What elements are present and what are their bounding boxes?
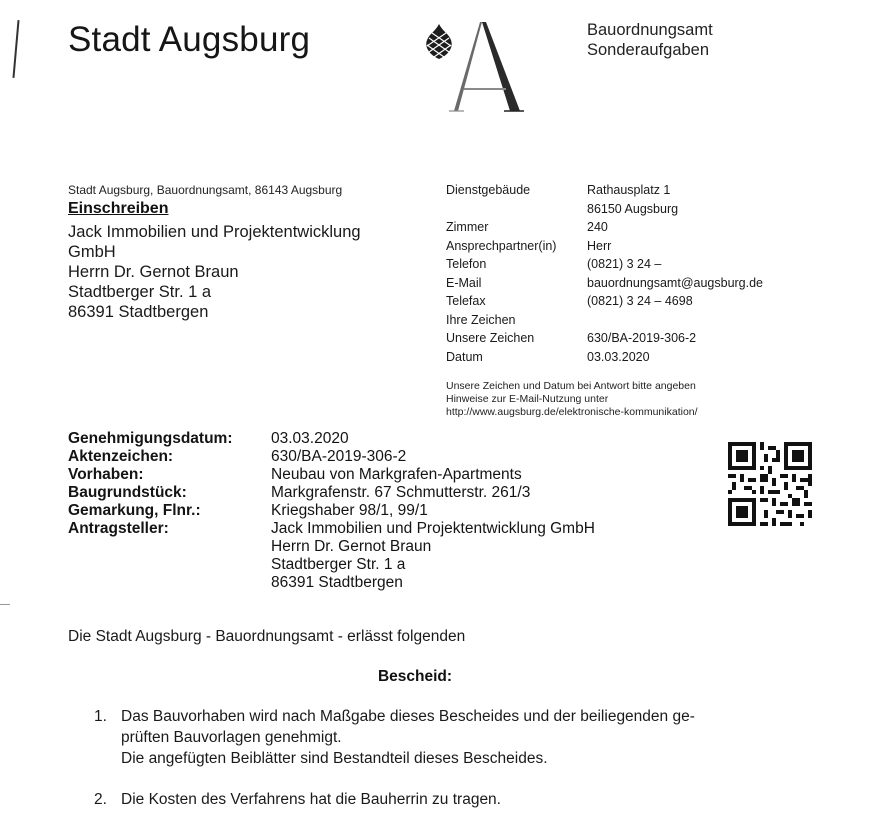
contact-row: 86150 Augsburg [587,201,679,216]
contact-row: Unsere Zeichen 630/BA-2019-306-2 [446,331,697,345]
info-url: http://www.augsburg.de/elektronische-kommunikation/ [446,406,698,418]
recipient-line: Stadtberger Str. 1 a [68,283,212,301]
issues-statement: Die Stadt Augsburg - Bauordnungsamt - erlässt folgenden [68,628,466,645]
fact-row: Stadtberger Str. 1 a [271,556,406,573]
decision-items [94,706,774,830]
fact-row: Herrn Dr. Gernot Braun [271,538,432,555]
fact-row: Gemarkung, Flnr.: Kriegshaber 98/1, 99/1 [68,502,428,519]
contact-info-block [446,181,763,366]
fact-row: Antragsteller: Jack Immobilien und Projektentwicklung GmbH [68,520,595,537]
recipient-line: Jack Immobilien und Projektentwicklung [68,223,361,241]
sender-line: Stadt Augsburg, Bauordnungsamt, 86143 Augsburg [68,183,343,197]
fact-row: Genehmigungsdatum: 03.03.2020 [68,430,349,447]
fact-row: 86391 Stadtbergen [271,574,403,591]
recipient-line: GmbH [68,243,116,261]
contact-row: Datum 03.03.2020 [446,349,650,364]
fact-row: Aktenzeichen: 630/BA-2019-306-2 [68,448,407,465]
recipient-line: 86391 Stadtbergen [68,303,209,321]
scan-mark [0,604,10,605]
recipient-address [68,222,361,322]
qr-code [728,442,812,526]
decision-item: 2. Die Kosten des Verfahrens hat die Bauherrin zu tragen. [94,791,501,808]
contact-row: Ihre Zeichen [446,312,516,327]
registered-mail-label: Einschreiben [68,200,169,217]
reference-note: Unsere Zeichen und Datum bei Antwort bitte angeben Hinweise zur E-Mail-Nutzung unter http://www.augsburg.de/elektronische-kommunikation/ [446,380,698,418]
decision-heading: Bescheid: [377,668,453,685]
department-block [587,20,713,60]
fact-row: Baugrundstück: Markgrafenstr. 67 Schmutterstr. 261/3 [68,484,531,501]
contact-row: Telefax (0821) 3 24 – 4698 [446,294,693,308]
department-name: Bauordnungsamt [587,21,713,39]
recipient-line: Herrn Dr. Gernot Braun [68,263,239,281]
email-address: bauordnungsamt@augsburg.de [587,275,764,290]
contact-row: Telefon (0821) 3 24 – [446,257,662,271]
augsburg-pinecone-logo [420,16,528,114]
fact-row: Vorhaben: Neubau von Markgrafen-Apartments [68,466,522,483]
contact-row: E-Mail bauordnungsamt@augsburg.de [446,274,763,293]
city-title: Stadt Augsburg [68,20,311,59]
decision-item: 1. Das Bauvorhaben wird nach Maßgabe dieses Bescheides und der beiliegenden ge- prüften Bauvorlagen genehmigt. Die angefügten Beiblätter sind Bestandteil dieses Bescheides. [94,708,695,767]
permit-facts [68,430,595,592]
department-subunit: Sonderaufgaben [587,41,710,59]
contact-row: Zimmer 240 [446,220,608,234]
contact-row: Dienstgebäude Rathausplatz 1 [446,183,671,197]
contact-row: Ansprechpartner(in) Herr [446,238,612,253]
margin-mark [12,20,19,78]
